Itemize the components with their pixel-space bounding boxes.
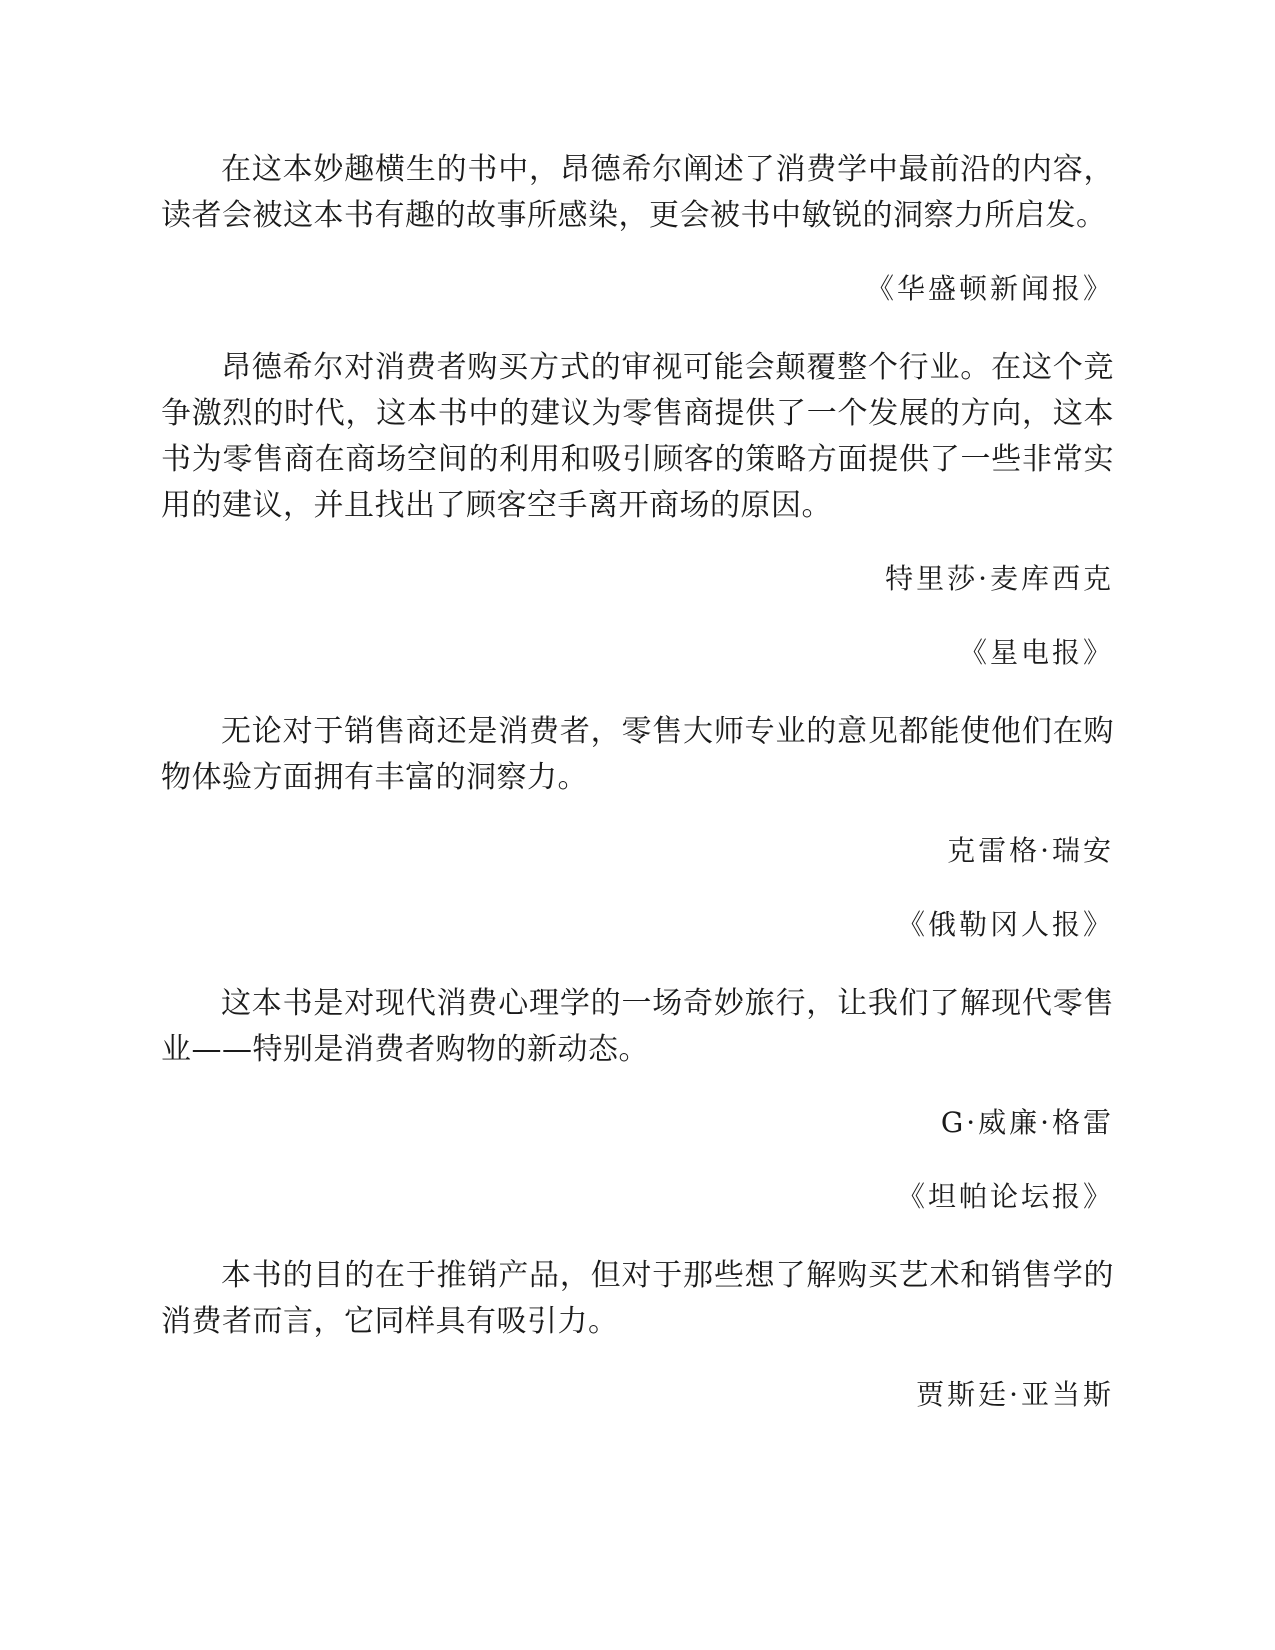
review-text: 本书的目的在于推销产品，但对于那些想了解购买艺术和销售学的消费者而言，它同样具有吸引力。 — [161, 1258, 1114, 1339]
review-author: 克雷格·瑞安 — [947, 834, 1114, 867]
review-author: 特里莎·麦库西克 — [885, 562, 1114, 595]
review-author: G·威廉·格雷 — [940, 1106, 1114, 1139]
review-text: 昂德希尔对消费者购买方式的审视可能会颠覆整个行业。在这个竞争激烈的时代，这本书中的建议为零售商提供了一个发展的方向，这本书为零售商在商场空间的利用和吸引顾客的策略方面提供了一些非常实用的建议，并且找出了顾客空手离开商场的原因。 — [161, 350, 1114, 523]
reviews-page — [161, 147, 1114, 1415]
review-text: 这本书是对现代消费心理学的一场奇妙旅行，让我们了解现代零售业——特别是消费者购物的新动态。 — [161, 986, 1114, 1067]
review-text: 在这本妙趣横生的书中，昂德希尔阐述了消费学中最前沿的内容，读者会被这本书有趣的故事所感染，更会被书中敏锐的洞察力所启发。 — [161, 152, 1114, 233]
review-source: 《星电报》 — [958, 636, 1114, 669]
review-author: 贾斯廷·亚当斯 — [916, 1378, 1114, 1411]
review-source: 《华盛顿新闻报》 — [865, 272, 1114, 305]
review-source: 《俄勒冈人报》 — [896, 908, 1114, 941]
review-text: 无论对于销售商还是消费者，零售大师专业的意见都能使他们在购物体验方面拥有丰富的洞察力。 — [161, 714, 1114, 795]
review-source: 《坦帕论坛报》 — [896, 1180, 1114, 1213]
